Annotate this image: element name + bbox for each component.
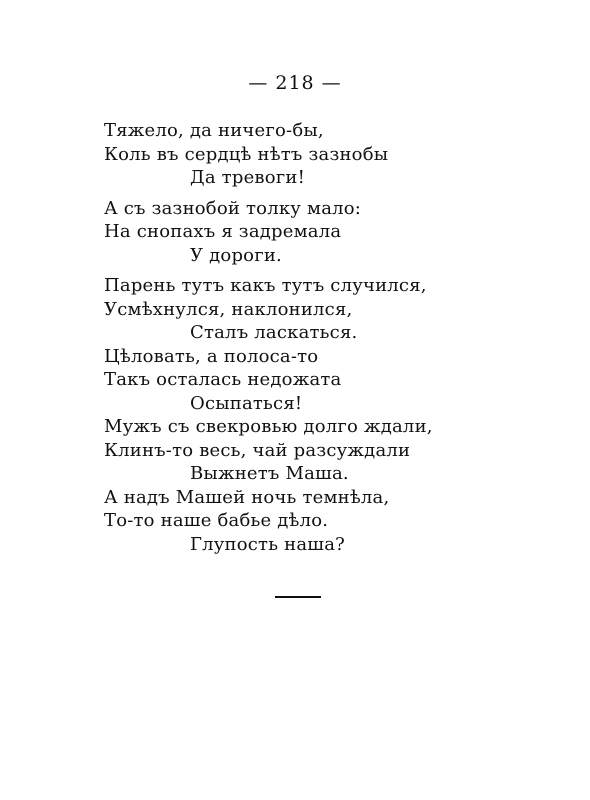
poem-line: Коль въ сердцѣ нѣтъ зазнобы bbox=[104, 143, 389, 165]
stanza-1 bbox=[104, 119, 504, 190]
page-number: — 218 — bbox=[248, 72, 342, 94]
poem-line-indented: Да тревоги! bbox=[190, 167, 306, 188]
poem-line-indented: Выжнетъ Маша. bbox=[190, 463, 349, 484]
poem-line: Мужъ съ свекровью долго ждали, bbox=[104, 416, 433, 437]
poem-line: Клинъ-то весь, чай разсуждали bbox=[104, 439, 411, 461]
poem-line: А надъ Машей ночь темнѣла, bbox=[104, 486, 390, 508]
poem-line-indented: Глупость наша? bbox=[190, 533, 345, 555]
poem-line-indented: Осыпаться! bbox=[190, 392, 303, 414]
poem-line-indented: Сталъ ласкаться. bbox=[190, 322, 358, 343]
poem-line: Тяжело, да ничего-бы, bbox=[104, 120, 324, 141]
poem-line: А съ зазнобой толку мало: bbox=[104, 197, 362, 219]
poem-line: Усмѣхнулся, наклонился, bbox=[104, 298, 353, 320]
stanza-3 bbox=[104, 274, 504, 556]
poem-line: Такъ осталась недожата bbox=[104, 369, 342, 390]
poem bbox=[104, 119, 504, 563]
poem-line: На снопахъ я задремала bbox=[104, 221, 342, 242]
poem-line-indented: У дороги. bbox=[190, 244, 282, 266]
poem-line: Парень тутъ какъ тутъ случился, bbox=[104, 275, 427, 296]
poem-line: То-то наше бабье дѣло. bbox=[104, 510, 329, 531]
stanza-2 bbox=[104, 197, 504, 268]
poem-line: Цѣловать, а полоса-то bbox=[104, 345, 319, 367]
end-divider bbox=[275, 596, 321, 598]
